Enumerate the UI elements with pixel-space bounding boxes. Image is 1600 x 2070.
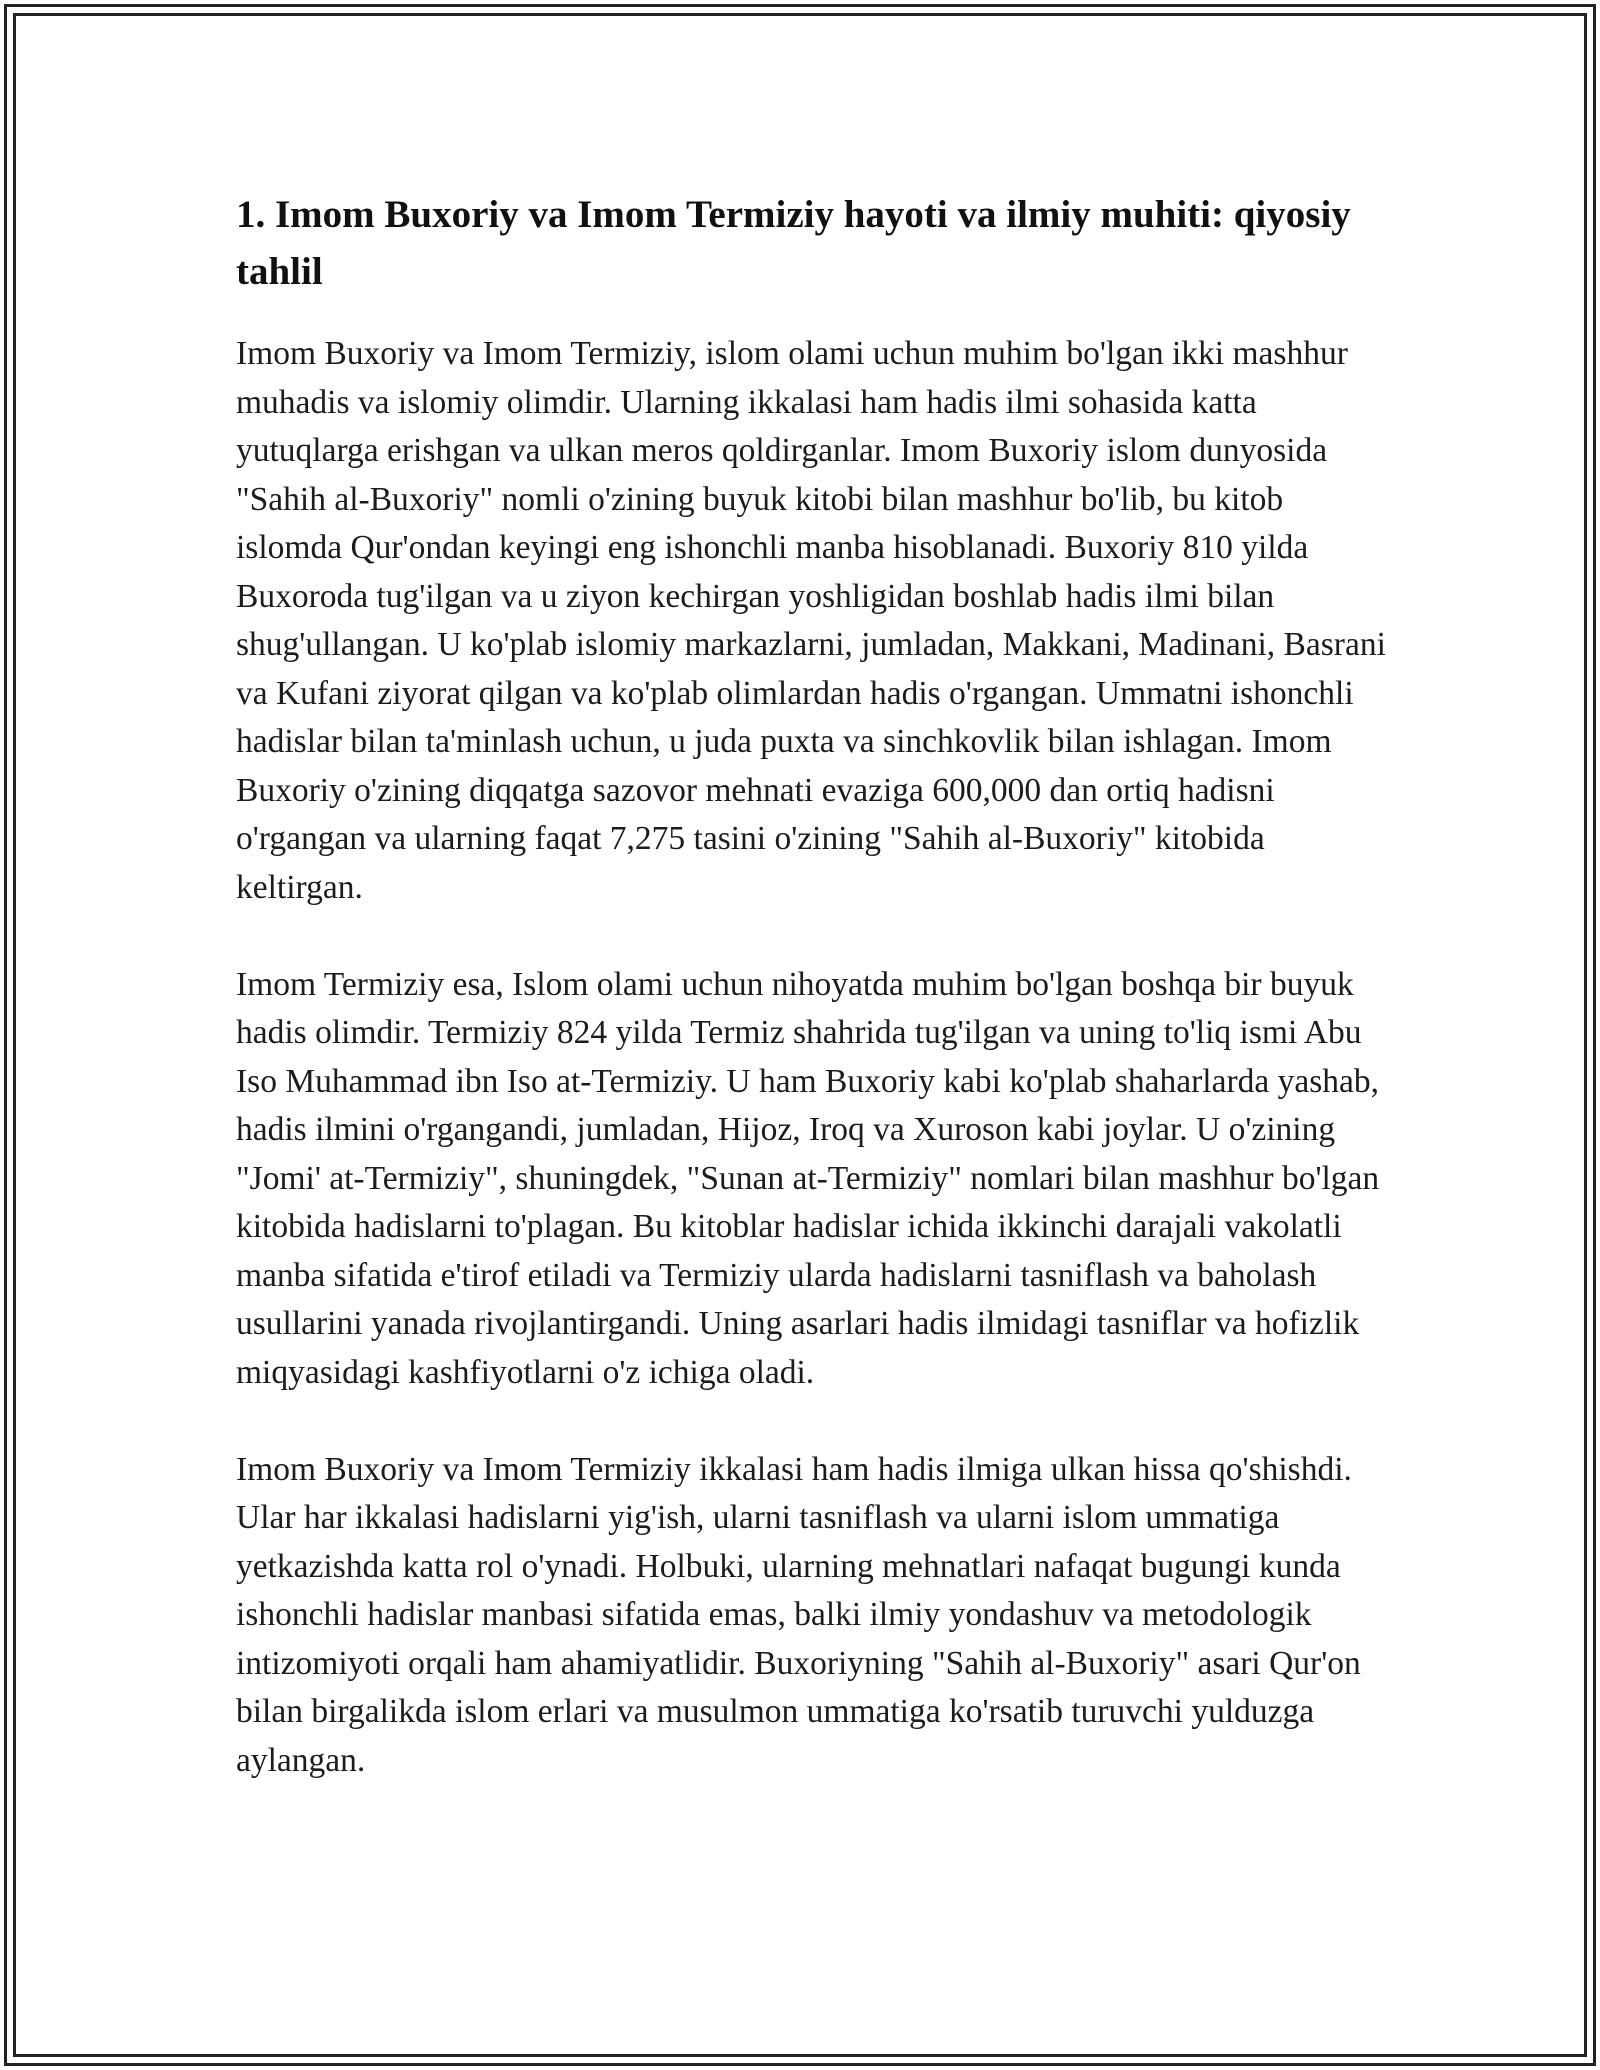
section-heading: 1. Imom Buxoriy va Imom Termiziy hayoti va ilmiy muhiti: qiyosiy tahlil — [236, 193, 1351, 293]
paragraph-comparison: Imom Buxoriy va Imom Termiziy ikkalasi ham hadis ilmiga ulkan hissa qo'shishdi. Ular har ikkalasi hadislarni yig'ish, ularni tasniflash va ularni islom ummatiga yetkazishda katta rol o'ynadi. Holbuki, ularning mehnatlari nafaqat bugungi kunda ishonchli hadislar manbasi sifatida emas, balki ilmiy yondashuv va metodologik intizomiyoti orqali ham ahamiyatlidir. Buxoriyning "Sahih al-Buxoriy" asari Qur'on bilan birgalikda islom erlari va musulmon ummatiga ko'rsatib turuvchi yulduzga aylangan. — [236, 1450, 1361, 1779]
document-body — [236, 186, 1386, 1785]
paragraph-tirmidhi: Imom Termiziy esa, Islom olami uchun nihoyatda muhim bo'lgan boshqa bir buyuk hadis olimdir. Termiziy 824 yilda Termiz shahrida tug'ilgan va uning to'liq ismi Abu Iso Muhammad ibn Iso at-Termiziy. U ham Buxoriy kabi ko'plab shaharlarda yashab, hadis ilmini o'rgangandi, jumladan, Hijoz, Iroq va Xuroson kabi joylar. U o'zining "Jomi' at-Termiziy", shuningdek, "Sunan at-Termiziy" nomlari bilan mashhur bo'lgan kitobida hadislarni to'plagan. Bu kitoblar hadislar ichida ikkinchi darajali vakolatli manba sifatida e'tirof etiladi va Termiziy ularda hadislarni tasniflash va baholash usullarini yanada rivojlantirgandi. Uning asarlari hadis ilmidagi tasniflar va hofizlik miqyasidagi kashfiyotlarni o'z ichiga oladi. — [236, 965, 1380, 1391]
paragraph-bukhari: Imom Buxoriy va Imom Termiziy, islom olami uchun muhim bo'lgan ikki mashhur muhadis va islomiy olimdir. Ularning ikkalasi ham hadis ilmi sohasida katta yutuqlarga erishgan va ulkan meros qoldirganlar. Imom Buxoriy islom dunyosida "Sahih al-Buxoriy" nomli o'zining buyuk kitobi bilan mashhur bo'lib, bu kitob islomda Qur'ondan keyingi eng ishonchli manba hisoblanadi. Buxoriy 810 yilda Buxoroda tug'ilgan va u ziyon kechirgan yoshligidan boshlab hadis ilmi bilan shug'ullangan. U ko'plab islomiy markazlarni, jumladan, Makkani, Madinani, Basrani va Kufani ziyorat qilgan va ko'plab olimlardan hadis o'rgangan. Ummatni ishonchli hadislar bilan ta'minlash uchun, u juda puxta va sinchkovlik bilan ishlagan. Imom Buxoriy o'zining diqqatga sazovor mehnati evaziga 600,000 dan ortiq hadisni o'rgangan va ularning faqat 7,275 tasini o'zining "Sahih al-Buxoriy" kitobida keltirgan. — [236, 335, 1386, 906]
